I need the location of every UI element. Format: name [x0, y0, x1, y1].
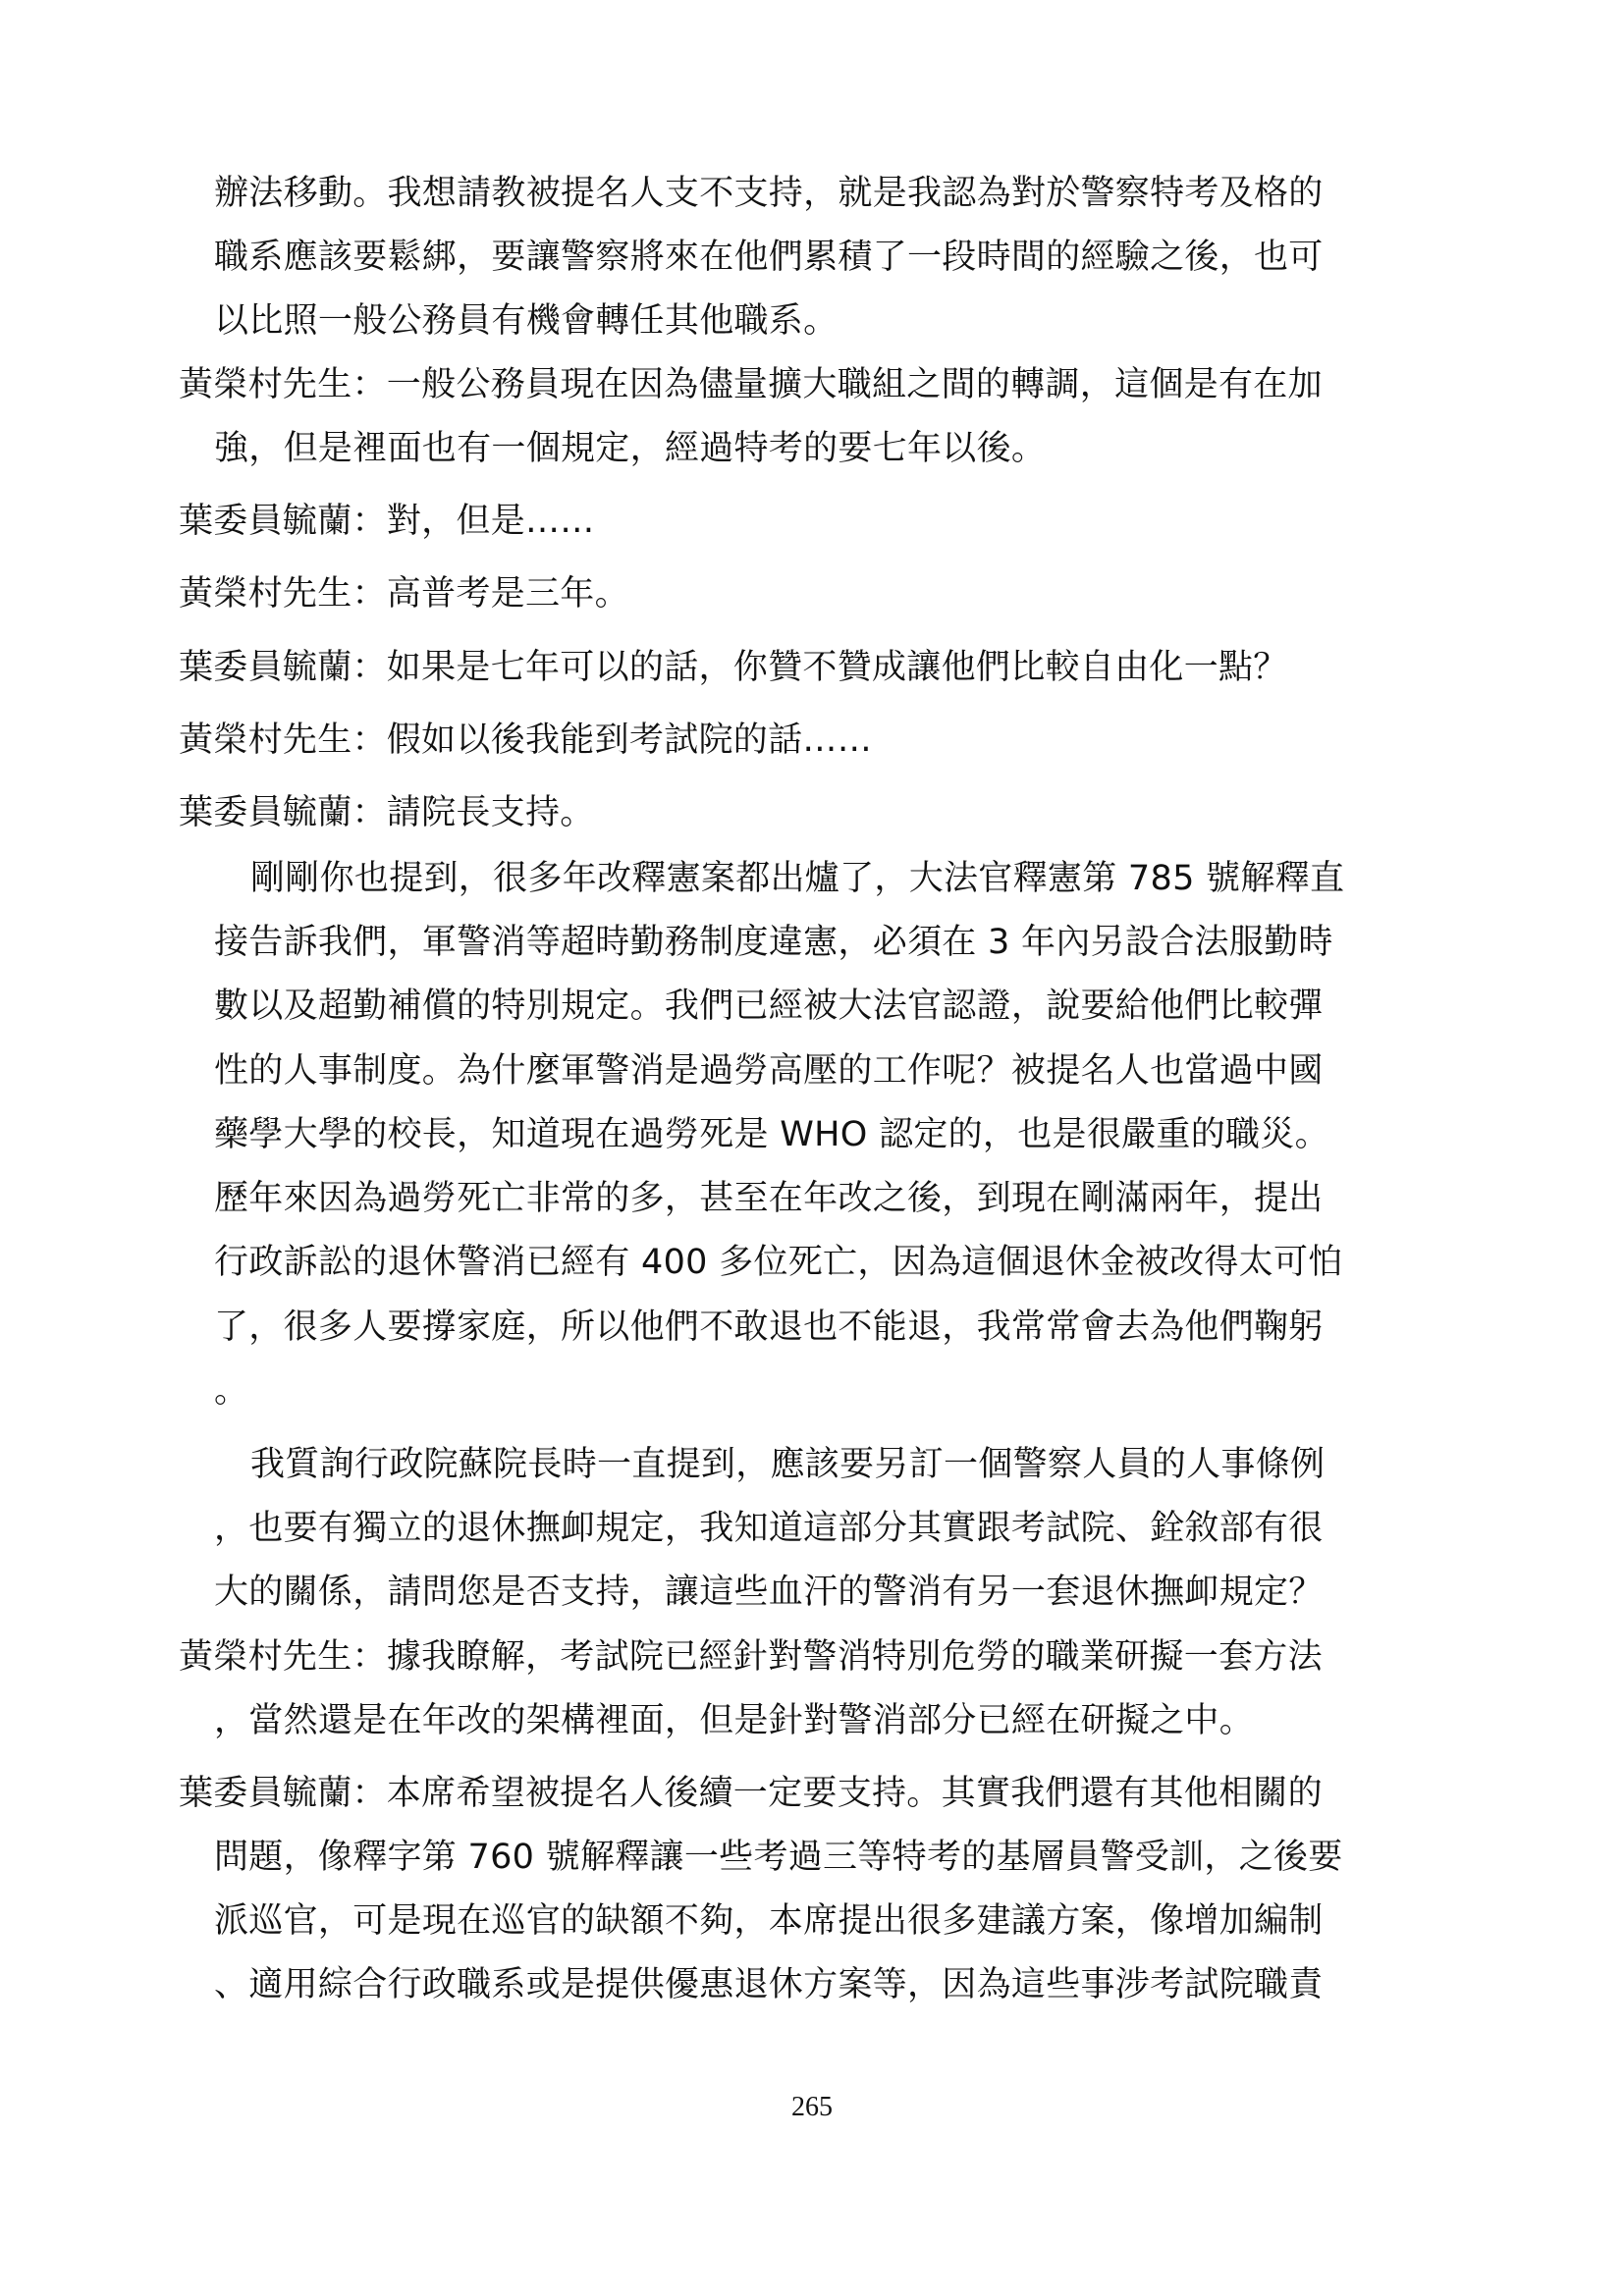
- text-line: 了，很多人要撐家庭，所以他們不敢退也不能退，我常常會去為他們鞠躬: [214, 1308, 1324, 1347]
- text-line: 、適用綜合行政職系或是提供優惠退休方案等，因為這些事涉考試院職責: [214, 1965, 1324, 2004]
- text-line: 派巡官，可是現在巡官的缺額不夠，本席提出很多建議方案，像增加編制: [214, 1901, 1324, 1941]
- text-line: 剛剛你也提到，很多年改釋憲案都出爐了，大法官釋憲第 785 號解釋直: [250, 859, 1345, 898]
- text-line: 大的關係，請問您是否支持，讓這些血汗的警消有另一套退休撫卹規定？: [214, 1573, 1324, 1612]
- text-line: 黃榮村先生：高普考是三年。: [179, 574, 629, 614]
- text-line: 辦法移動。我想請教被提名人支不支持，就是我認為對於警察特考及格的: [214, 174, 1324, 213]
- text-line: 歷年來因為過勞死亡非常的多，甚至在年改之後，到現在剛滿兩年，提出: [214, 1179, 1324, 1218]
- text-line: 黃榮村先生：一般公務員現在因為儘量擴大職組之間的轉調，這個是有在加: [179, 365, 1323, 404]
- text-line: 強，但是裡面也有一個規定，經過特考的要七年以後。: [214, 429, 1047, 468]
- text-line: 問題，像釋字第 760 號解釋讓一些考過三等特考的基層員警受訓，之後要: [214, 1838, 1343, 1877]
- text-line: 數以及超勤補償的特別規定。我們已經被大法官認證，說要給他們比較彈: [214, 987, 1324, 1026]
- text-line: ，當然還是在年改的架構裡面，但是針對警消部分已經在研擬之中。: [214, 1701, 1255, 1740]
- text-line: 黃榮村先生：據我瞭解，考試院已經針對警消特別危勞的職業研擬一套方法: [179, 1637, 1323, 1677]
- text-line: ，也要有獨立的退休撫卹規定，我知道這部分其實跟考試院、銓敘部有很: [214, 1509, 1324, 1548]
- text-line: 行政訴訟的退休警消已經有 400 多位死亡，因為這個退休金被改得太可怕: [214, 1243, 1343, 1282]
- text-line: 葉委員毓蘭：如果是七年可以的話，你贊不贊成讓他們比較自由化一點？: [179, 648, 1288, 687]
- text-line: 接告訴我們，軍警消等超時勤務制度違憲，必須在 3 年內另設合法服勤時: [214, 923, 1333, 962]
- page-number: 265: [791, 2092, 833, 2122]
- text-line: 以比照一般公務員有機會轉任其他職系。: [214, 301, 839, 341]
- text-line: 我質詢行政院蘇院長時一直提到，應該要另訂一個警察人員的人事條例: [250, 1445, 1326, 1484]
- text-line: 藥學大學的校長，知道現在過勞死是 WHO 認定的，也是很嚴重的職災。: [214, 1115, 1329, 1154]
- text-line: 職系應該要鬆綁，要讓警察將來在他們累積了一段時間的經驗之後，也可: [214, 238, 1324, 277]
- text-line: 葉委員毓蘭：請院長支持。: [179, 793, 595, 832]
- text-line: 性的人事制度。為什麼軍警消是過勞高壓的工作呢？被提名人也當過中國: [214, 1051, 1324, 1091]
- text-line: 葉委員毓蘭：本席希望被提名人後續一定要支持。其實我們還有其他相關的: [179, 1774, 1323, 1813]
- text-line: 。: [214, 1371, 249, 1411]
- text-line: 黃榮村先生：假如以後我能到考試院的話……: [179, 721, 873, 760]
- text-line: 葉委員毓蘭：對，但是……: [179, 502, 595, 541]
